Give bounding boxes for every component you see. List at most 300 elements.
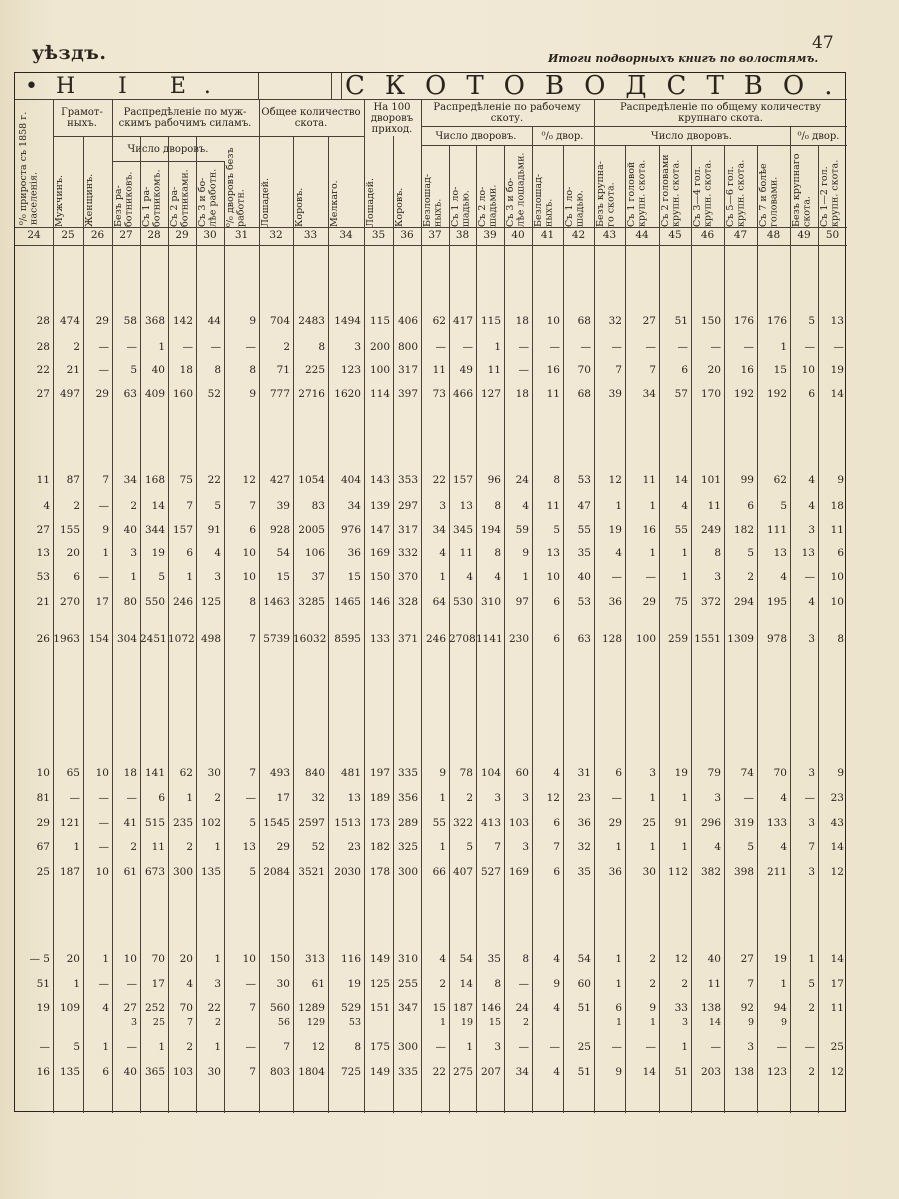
table-cell: — <box>245 792 256 804</box>
table-cell: 27 <box>36 388 50 400</box>
table-cell: 62 <box>432 315 446 327</box>
table-cell: 176 <box>733 315 754 327</box>
table-cell: 803 <box>269 1066 290 1078</box>
table-cell: 103 <box>508 817 529 829</box>
table-cell: 73 <box>432 388 446 400</box>
column-header: Съ 2 ра- ботниками. <box>169 169 191 227</box>
table-cell: 63 <box>123 388 137 400</box>
table-cell: 406 <box>397 315 418 327</box>
table-cell: 1 <box>214 841 221 853</box>
table-cell: 8 <box>214 364 221 376</box>
table-cell: 1 <box>615 978 622 990</box>
table-cell: 182 <box>369 841 390 853</box>
statistics-table <box>14 71 853 1112</box>
table-cell: 55 <box>674 524 688 536</box>
table-cell: 81 <box>36 792 50 804</box>
column-number: 28 <box>147 229 161 241</box>
table-cell: 530 <box>452 596 473 608</box>
table-cell: 3 <box>439 500 446 512</box>
table-cell: 51 <box>674 1066 688 1078</box>
table-cell: 102 <box>200 817 221 829</box>
table-cell: — <box>245 978 256 990</box>
table-cell: 4 <box>615 547 622 559</box>
table-cell: 36 <box>577 817 591 829</box>
table-cell: 53 <box>36 571 50 583</box>
table-cell: 121 <box>59 817 80 829</box>
table-cell: 34 <box>347 500 361 512</box>
table-cell: 527 <box>480 866 501 878</box>
table-cell: 19 <box>830 364 844 376</box>
table-cell: 498 <box>200 633 221 645</box>
table-cell: 11 <box>546 388 560 400</box>
table-cell: 187 <box>59 866 80 878</box>
table-cell: 11 <box>707 978 721 990</box>
table-cell: 9 <box>249 388 256 400</box>
table-cell: 6 <box>553 866 560 878</box>
table-cell: 382 <box>700 866 721 878</box>
table-cell: — <box>518 1041 529 1053</box>
table-cell: 300 <box>397 866 418 878</box>
table-cell: 4 <box>780 841 787 853</box>
table-cell: 335 <box>397 1066 418 1078</box>
table-cell: 4 <box>780 792 787 804</box>
table-cell: 409 <box>144 388 165 400</box>
table-cell: 7 <box>249 500 256 512</box>
column-number: 44 <box>635 229 649 241</box>
table-cell: 67 <box>36 841 50 853</box>
table-cell: 146 <box>480 1002 501 1014</box>
table-cell: 12 <box>242 474 256 486</box>
table-cell: 294 <box>733 596 754 608</box>
table-cell: 14 <box>830 388 844 400</box>
table-cell: 12 <box>830 1066 844 1078</box>
table-cell: 66 <box>432 866 446 878</box>
table-cell: 6 <box>553 596 560 608</box>
table-cell: 529 <box>340 1002 361 1014</box>
table-cell: 1 <box>615 1017 622 1028</box>
table-cell: 1 <box>158 1041 165 1053</box>
table-cell: 4 <box>553 953 560 965</box>
table-cell: 6 <box>249 524 256 536</box>
table-cell: 10 <box>830 596 844 608</box>
table-cell: 9 <box>747 1017 754 1028</box>
table-cell: 154 <box>88 633 109 645</box>
table-cell: 2 <box>283 341 290 353</box>
table-cell: 9 <box>439 767 446 779</box>
header-large-sub1: Число дворовъ. <box>651 130 732 142</box>
table-cell: 10 <box>830 571 844 583</box>
table-cell: 106 <box>304 547 325 559</box>
table-cell: — <box>776 1041 787 1053</box>
table-cell: 5 <box>747 547 754 559</box>
table-cell: 75 <box>674 596 688 608</box>
table-cell: 12 <box>311 1041 325 1053</box>
column-number: 47 <box>733 229 748 241</box>
table-cell: 97 <box>515 596 529 608</box>
table-cell: 129 <box>306 1017 325 1028</box>
table-cell: 52 <box>207 388 221 400</box>
table-cell: 550 <box>144 596 165 608</box>
table-cell: 3 <box>808 767 815 779</box>
table-cell: 704 <box>269 315 290 327</box>
column-header: Мелкаго. <box>329 180 340 227</box>
table-cell: 3 <box>130 1017 137 1028</box>
table-cell: 19 <box>608 524 622 536</box>
table-cell: 1963 <box>53 633 80 645</box>
table-cell: 9 <box>249 315 256 327</box>
table-cell: 2 <box>186 841 193 853</box>
table-cell: 15 <box>276 571 290 583</box>
table-cell: 5 <box>466 841 473 853</box>
table-cell: 36 <box>347 547 361 559</box>
table-cell: 123 <box>766 1066 787 1078</box>
table-cell: 353 <box>397 474 418 486</box>
table-cell: 1 <box>522 571 529 583</box>
table-cell: 1289 <box>298 1002 325 1014</box>
table-cell: 296 <box>700 817 721 829</box>
table-cell: 6 <box>553 817 560 829</box>
table-cell: 370 <box>397 571 418 583</box>
table-cell: 150 <box>700 315 721 327</box>
table-cell: 800 <box>397 341 418 353</box>
table-cell: 5 <box>130 364 137 376</box>
table-cell: 27 <box>36 524 50 536</box>
table-cell: 52 <box>311 841 325 853</box>
table-cell: 178 <box>369 866 390 878</box>
table-cell: — <box>677 341 688 353</box>
table-cell: 2708 <box>449 633 476 645</box>
table-cell: 404 <box>340 474 361 486</box>
column-number: 42 <box>571 229 586 241</box>
table-cell: — <box>611 1041 622 1053</box>
column-number: 43 <box>602 229 617 241</box>
table-cell: — <box>126 1041 137 1053</box>
column-number: 31 <box>234 229 249 241</box>
table-cell: 36 <box>608 866 622 878</box>
table-cell: 59 <box>515 524 529 536</box>
table-cell: 10 <box>546 571 560 583</box>
table-cell: — <box>518 364 529 376</box>
table-cell: 356 <box>397 792 418 804</box>
table-cell: 15 <box>432 1002 446 1014</box>
table-cell: 6 <box>808 388 815 400</box>
column-number: 24 <box>27 229 41 241</box>
table-cell: 53 <box>348 1017 361 1028</box>
column-header: Коровъ. <box>294 187 305 227</box>
table-cell: 13 <box>36 547 50 559</box>
table-cell: 4 <box>808 596 815 608</box>
column-header: ⁰/₀ дворовъ безъ работн. <box>225 147 247 227</box>
table-cell: 36 <box>608 596 622 608</box>
table-cell: — <box>435 1041 446 1053</box>
table-cell: 2084 <box>263 866 290 878</box>
table-cell: 10 <box>242 571 256 583</box>
table-cell: — <box>245 341 256 353</box>
table-cell: 34 <box>123 474 137 486</box>
header-large-cattle: Распредѣленіе по общему количеству крупнаго скота. <box>619 102 822 124</box>
table-cell: 100 <box>635 633 656 645</box>
table-cell: 8 <box>494 547 501 559</box>
table-cell: — <box>518 341 529 353</box>
table-cell: 6 <box>553 633 560 645</box>
table-cell: 3 <box>522 841 529 853</box>
column-header: Съ 1 ра- ботникомъ. <box>141 169 163 227</box>
table-cell: 135 <box>59 1066 80 1078</box>
main-title: СКОТОВОДСТВО. <box>345 71 853 101</box>
table-cell: 9 <box>522 547 529 559</box>
table-cell: 14 <box>830 841 844 853</box>
table-cell: 1 <box>439 792 446 804</box>
table-cell: 51 <box>36 978 50 990</box>
table-cell: 1 <box>649 841 656 853</box>
table-cell: 2716 <box>298 388 325 400</box>
table-cell: 15 <box>347 571 361 583</box>
table-cell: 51 <box>674 315 688 327</box>
column-number: 45 <box>668 229 682 241</box>
table-cell: 57 <box>674 388 688 400</box>
table-cell: 80 <box>123 596 137 608</box>
table-cell: 372 <box>700 596 721 608</box>
table-cell: 37 <box>311 571 325 583</box>
table-cell: 2 <box>466 792 473 804</box>
column-header: Лошадей. <box>260 178 271 227</box>
table-cell: 70 <box>773 767 787 779</box>
table-cell: 149 <box>369 953 390 965</box>
table-cell: 11 <box>459 547 473 559</box>
table-cell: 1 <box>615 500 622 512</box>
table-cell: 777 <box>269 388 290 400</box>
table-cell: — <box>804 792 815 804</box>
column-number: 29 <box>175 229 189 241</box>
table-cell: 7 <box>102 474 109 486</box>
table-cell: 13 <box>801 547 815 559</box>
table-cell: 5 <box>214 500 221 512</box>
column-header: Безъ ра- ботниковъ. <box>113 171 135 227</box>
table-cell: 19 <box>674 767 688 779</box>
table-cell: 1 <box>649 1017 656 1028</box>
table-cell: 91 <box>207 524 221 536</box>
table-cell: 8 <box>249 596 256 608</box>
table-cell: 1309 <box>727 633 754 645</box>
table-cell: 1 <box>780 978 787 990</box>
table-cell: 17 <box>95 596 109 608</box>
column-number: 38 <box>455 229 470 241</box>
table-cell: 192 <box>733 388 754 400</box>
table-cell: 319 <box>733 817 754 829</box>
table-cell: 407 <box>452 866 473 878</box>
table-cell: 87 <box>66 474 80 486</box>
table-cell: 203 <box>700 1066 721 1078</box>
column-header: Мужчинъ. <box>54 174 65 227</box>
table-cell: 2 <box>186 1041 193 1053</box>
table-cell: — <box>611 341 622 353</box>
table-cell: 115 <box>480 315 501 327</box>
table-cell: 4 <box>808 500 815 512</box>
column-header: Съ 2 ло- шадьми. <box>477 184 499 227</box>
table-cell: 8 <box>318 341 325 353</box>
table-cell: 123 <box>340 364 361 376</box>
table-cell: 14 <box>708 1017 721 1028</box>
table-cell: — <box>98 500 109 512</box>
table-cell: 19 <box>773 953 787 965</box>
table-cell: 3 <box>808 817 815 829</box>
table-cell: 3 <box>714 571 721 583</box>
table-cell: 149 <box>369 1066 390 1078</box>
table-cell: 11 <box>151 841 165 853</box>
header-district: уѣздъ. <box>32 42 107 64</box>
table-cell: 1804 <box>298 1066 325 1078</box>
table-cell: 35 <box>577 547 591 559</box>
table-cell: 109 <box>59 1002 80 1014</box>
table-cell: 3521 <box>298 866 325 878</box>
table-cell: 51 <box>577 1066 591 1078</box>
table-cell: 94 <box>773 1002 787 1014</box>
header-literate: Грамот-ныхъ. <box>61 107 103 129</box>
table-cell: 150 <box>369 571 390 583</box>
table-cell: 9 <box>837 474 844 486</box>
table-cell: 75 <box>179 474 193 486</box>
table-cell: 481 <box>340 767 361 779</box>
table-cell: 928 <box>269 524 290 536</box>
table-cell: 9 <box>102 524 109 536</box>
table-cell: 22 <box>432 474 446 486</box>
table-cell: 1 <box>130 571 137 583</box>
table-cell: 20 <box>66 547 80 559</box>
table-cell: 115 <box>369 315 390 327</box>
table-cell: 60 <box>515 767 529 779</box>
table-cell: 11 <box>432 364 446 376</box>
table-cell: 7 <box>186 1017 193 1028</box>
table-cell: 125 <box>200 596 221 608</box>
table-cell: 175 <box>369 1041 390 1053</box>
column-number: 36 <box>400 229 414 241</box>
table-cell: 497 <box>59 388 80 400</box>
table-cell: 322 <box>452 817 473 829</box>
table-cell: 31 <box>577 767 591 779</box>
table-cell: 1 <box>102 547 109 559</box>
table-cell: 19 <box>36 1002 50 1014</box>
table-cell: 135 <box>200 866 221 878</box>
table-cell: — <box>98 817 109 829</box>
table-cell: 27 <box>123 1002 137 1014</box>
table-cell: 20 <box>66 953 80 965</box>
table-cell: 3 <box>681 1017 688 1028</box>
table-cell: 7 <box>649 364 656 376</box>
table-cell: 7 <box>553 841 560 853</box>
table-cell: 11 <box>36 474 50 486</box>
column-number: 49 <box>797 229 811 241</box>
table-cell: 160 <box>172 388 193 400</box>
table-cell: 11 <box>546 500 560 512</box>
column-number: 41 <box>540 229 555 241</box>
column-number: 25 <box>61 229 75 241</box>
table-cell: 560 <box>269 1002 290 1014</box>
header-total-cattle: Общее количество скота. <box>261 107 361 129</box>
table-cell: 2 <box>522 1017 529 1028</box>
table-cell: 7 <box>494 841 501 853</box>
table-cell: 25 <box>36 866 50 878</box>
column-number: 39 <box>483 229 497 241</box>
column-header: Съ 2 головами крупн. скота. <box>660 154 682 227</box>
table-cell: 54 <box>577 953 591 965</box>
table-cell: 63 <box>577 633 591 645</box>
table-cell: 9 <box>615 1066 622 1078</box>
table-cell: 304 <box>116 633 137 645</box>
table-cell: 30 <box>642 866 656 878</box>
table-cell: 4 <box>43 500 50 512</box>
table-cell: 157 <box>452 474 473 486</box>
table-cell: 1 <box>439 841 446 853</box>
table-cell: 3 <box>714 792 721 804</box>
column-header: Лошадей. <box>365 178 376 227</box>
table-cell: 9 <box>837 767 844 779</box>
table-cell: 1463 <box>263 596 290 608</box>
table-cell: 155 <box>59 524 80 536</box>
table-cell: — <box>710 341 721 353</box>
table-cell: 725 <box>340 1066 361 1078</box>
table-cell: 19 <box>460 1017 473 1028</box>
table-cell: 138 <box>733 1066 754 1078</box>
table-cell: 54 <box>459 953 473 965</box>
table-cell: 7 <box>249 633 256 645</box>
table-cell: 4 <box>494 571 501 583</box>
table-cell: 6 <box>615 767 622 779</box>
table-cell: 397 <box>397 388 418 400</box>
table-cell: 1465 <box>334 596 361 608</box>
table-cell: 413 <box>480 817 501 829</box>
table-cell: — <box>126 978 137 990</box>
table-cell: 249 <box>700 524 721 536</box>
column-number: 50 <box>825 229 840 241</box>
table-cell: 6 <box>186 547 193 559</box>
page-number: 47 <box>812 33 834 53</box>
table-cell: 11 <box>642 474 656 486</box>
table-cell: 29 <box>95 388 109 400</box>
column-number: 48 <box>766 229 781 241</box>
table-cell: 1 <box>808 953 815 965</box>
table-cell: 4 <box>553 1066 560 1078</box>
table-cell: 150 <box>269 953 290 965</box>
table-cell: 10 <box>242 953 256 965</box>
column-header: Съ 1 ло- шадью. <box>564 186 586 227</box>
table-cell: 313 <box>304 953 325 965</box>
table-cell: 2 <box>73 500 80 512</box>
table-cell: 300 <box>397 1041 418 1053</box>
table-cell: 11 <box>707 500 721 512</box>
table-cell: 6 <box>73 571 80 583</box>
table-cell: 194 <box>480 524 501 536</box>
table-cell: — <box>645 1041 656 1053</box>
table-cell: 55 <box>432 817 446 829</box>
table-cell: 12 <box>830 866 844 878</box>
table-cell: 246 <box>425 633 446 645</box>
table-cell: 8 <box>714 547 721 559</box>
table-cell: 2 <box>808 1002 815 1014</box>
table-cell: — <box>518 978 529 990</box>
table-cell: 1 <box>649 500 656 512</box>
table-cell: 35 <box>487 953 501 965</box>
table-cell: 47 <box>577 500 591 512</box>
table-cell: — <box>645 341 656 353</box>
table-cell: 25 <box>830 1041 844 1053</box>
table-cell: 22 <box>36 364 50 376</box>
table-cell: 2 <box>439 978 446 990</box>
table-cell: 4 <box>681 500 688 512</box>
header-working-sub2: ⁰/₀ двор. <box>541 130 584 142</box>
table-cell: 182 <box>733 524 754 536</box>
table-cell: 4 <box>553 1002 560 1014</box>
table-cell: 13 <box>830 315 844 327</box>
